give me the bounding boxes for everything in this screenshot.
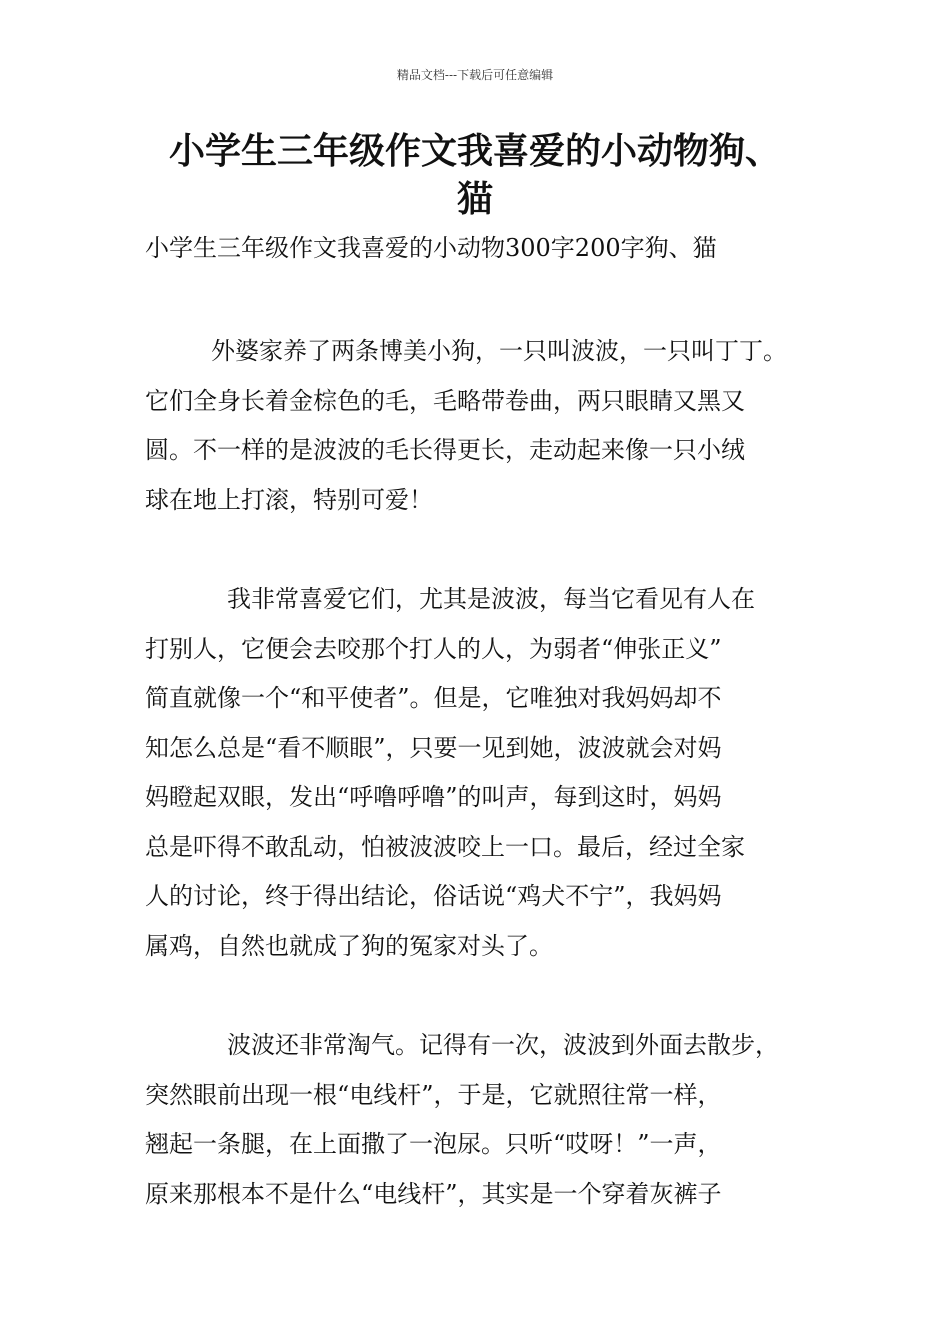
text-line: 波波还非常淘气。记得有一次，波波到外面去散步， — [227, 1031, 779, 1059]
text-line: 我非常喜爱它们，尤其是波波，每当它看见有人在 — [227, 585, 755, 613]
document-subtitle: 小学生三年级作文我喜爱的小动物300字200字狗、猫 — [145, 234, 717, 262]
header-note: 精品文档---下载后可任意编辑 — [396, 68, 554, 82]
text-line: 总是吓得不敢乱动，怕被波波咬上一口。最后，经过全家 — [145, 832, 745, 861]
text-line: 妈瞪起双眼，发出“呼噜呼噜”的叫声，每到这时，妈妈 — [145, 783, 722, 811]
text-line: 外婆家养了两条博美小狗，一只叫波波，一只叫丁丁。 — [211, 337, 787, 365]
text-line: 它们全身长着金棕色的毛，毛略带卷曲，两只眼睛又黑又 — [145, 386, 745, 415]
text-line: 翘起一条腿，在上面撒了一泡尿。只听“哎呀！”一声， — [145, 1130, 722, 1158]
text-line: 原来那根本不是什么“电线杆”，其实是一个穿着灰裤子 — [145, 1179, 722, 1208]
text-line: 打别人，它便会去咬那个打人的人，为弱者“伸张正义” — [145, 634, 722, 663]
document-body — [145, 327, 835, 1269]
title-line-2: 猫 — [456, 179, 493, 220]
document-title — [120, 128, 830, 224]
text-line: 人的讨论，终于得出结论，俗话说“鸡犬不宁”，我妈妈 — [145, 882, 722, 910]
text-line: 圆。不一样的是波波的毛长得更长，走动起来像一只小绒 — [145, 436, 745, 464]
text-line: 属鸡，自然也就成了狗的冤家对头了。 — [145, 931, 553, 960]
paragraph-2 — [145, 575, 835, 971]
text-line: 球在地上打滚，特别可爱！ — [145, 485, 433, 514]
text-line: 简直就像一个“和平使者”。但是，它唯独对我妈妈却不 — [145, 684, 722, 712]
paragraph-3 — [145, 1021, 835, 1219]
paragraph-1 — [145, 327, 835, 525]
text-line: 突然眼前出现一根“电线杆”，于是，它就照往常一样， — [145, 1080, 722, 1109]
title-line-1: 小学生三年级作文我喜爱的小动物狗、 — [168, 131, 781, 172]
text-line: 知怎么总是“看不顺眼”，只要一见到她，波波就会对妈 — [145, 733, 722, 762]
